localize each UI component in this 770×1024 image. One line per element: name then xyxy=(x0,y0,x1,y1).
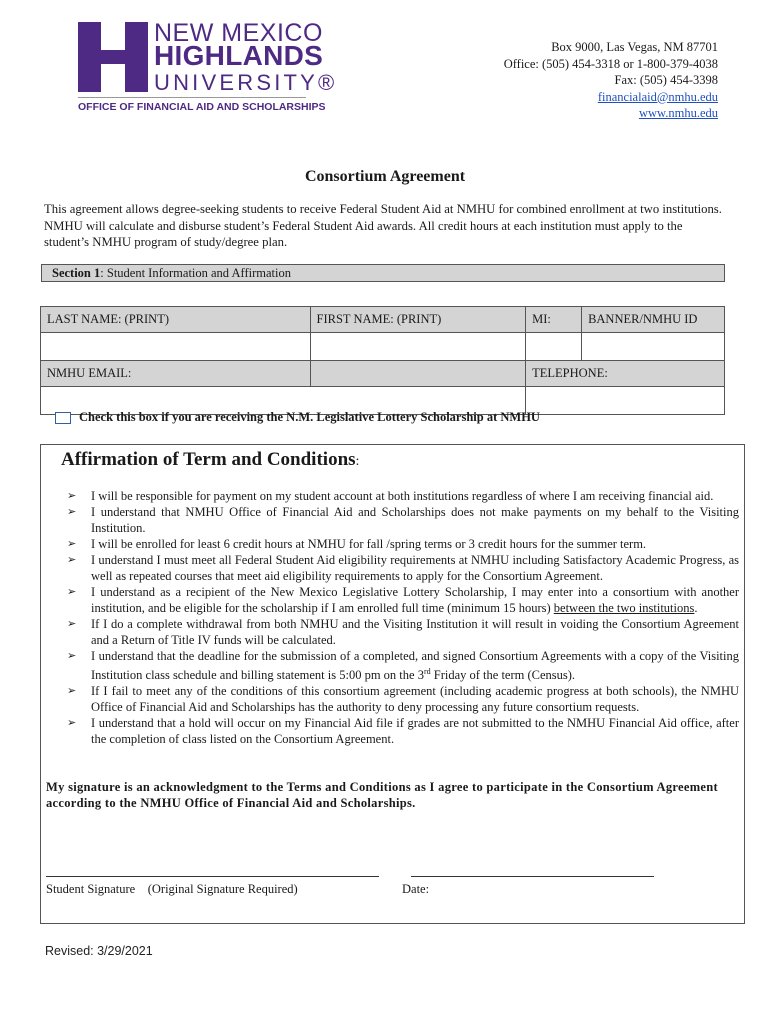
logo-university: UNIVERSITY® xyxy=(154,70,338,95)
arrow-bullet-icon: ➢ xyxy=(67,585,77,598)
table-row xyxy=(41,307,725,333)
affirmation-item-text: I understand as a recipient of the New Mexico Legislative Lottery Scholarship, I may enter into a consortium with another institution, and be eligible for the scholarship if I am enrolled full time (minimum 15 hours) xyxy=(91,585,739,615)
banner-id-field[interactable] xyxy=(582,333,725,361)
arrow-bullet-icon: ➢ xyxy=(67,553,77,566)
section-1-title: : Student Information and Affirmation xyxy=(100,266,291,280)
last-name-label: LAST NAME: (PRINT) xyxy=(41,307,311,333)
student-signature-label: Student Signature (Original Signature Required) xyxy=(46,882,298,896)
list-item xyxy=(67,648,739,683)
lottery-scholarship-checkbox[interactable] xyxy=(55,412,71,424)
contact-website-link[interactable]: www.nmhu.edu xyxy=(638,106,718,120)
contact-block xyxy=(504,39,718,122)
list-item xyxy=(67,715,739,747)
student-info-table xyxy=(40,306,725,415)
affirmation-title-text: Affirmation of Term and Conditions xyxy=(61,449,356,470)
logo-highlands: HIGHLANDS xyxy=(154,40,324,71)
table-row xyxy=(41,361,725,387)
affirmation-item-text: I understand that a hold will occur on my Financial Aid file if grades are not submitted to the NMHU Financial Aid office, after the completion of class listed on the Consortium Agreement. xyxy=(91,716,739,747)
contact-office-phone: Office: (505) 454-3318 or 1-800-379-4038 xyxy=(503,56,718,71)
logo-office-name: OFFICE OF FINANCIAL AID AND SCHOLARSHIPS xyxy=(78,101,326,113)
first-name-label: FIRST NAME: (PRINT) xyxy=(310,307,526,333)
date-line[interactable] xyxy=(411,876,654,877)
mi-field[interactable] xyxy=(526,333,582,361)
affirmation-item-end: Friday of the term (Census). xyxy=(430,668,576,683)
list-item xyxy=(67,584,739,616)
arrow-bullet-icon: ➢ xyxy=(67,489,77,502)
arrow-bullet-icon: ➢ xyxy=(67,684,77,698)
revised-date: Revised: 3/29/2021 xyxy=(45,944,153,958)
affirmation-title xyxy=(61,449,359,471)
signature-line[interactable] xyxy=(46,876,379,877)
contact-fax: Fax: (505) 454-3398 xyxy=(614,73,718,87)
affirmation-item-sup: rd xyxy=(423,667,431,676)
university-logo-h xyxy=(78,22,148,92)
list-item xyxy=(67,616,739,648)
arrow-bullet-icon: ➢ xyxy=(67,716,77,730)
arrow-bullet-icon: ➢ xyxy=(67,505,77,518)
mi-label: MI: xyxy=(526,307,582,333)
affirmation-list xyxy=(67,488,739,747)
arrow-bullet-icon: ➢ xyxy=(67,537,77,550)
lottery-scholarship-label: Check this box if you are receiving the N.M. Legislative Lottery Scholarship at NMHU xyxy=(79,410,540,424)
affirmation-item-text: If I do a complete withdrawal from both NMHU and the Visiting Institution it will result in voiding the Consortium Agreement and a Return of Title IV funds will be calculated. xyxy=(91,617,739,647)
date-label: Date: xyxy=(402,882,430,896)
affirmation-item-text: I understand that NMHU Office of Financial Aid and Scholarships does not make payments on my behalf to the Visiting Institution. xyxy=(91,505,739,535)
affirmation-item-text: I will be enrolled for least 6 credit hours at NMHU for fall /spring terms or 3 credit hours for the summer term. xyxy=(91,537,647,551)
affirmation-item-end: . xyxy=(694,601,698,615)
document-title: Consortium Agreement xyxy=(304,168,466,185)
list-item xyxy=(67,504,739,536)
logo-divider xyxy=(78,97,306,98)
contact-email-link[interactable]: financialaid@nmhu.edu xyxy=(597,89,718,104)
acknowledgment-statement: My signature is an acknowledgment to the Terms and Conditions as I agree to participate in the Consortium Agreement according to the NMHU Office of Financial Aid and Scholarships. xyxy=(46,780,718,810)
list-item xyxy=(67,536,739,552)
table-row xyxy=(41,333,725,361)
affirmation-title-colon: : xyxy=(355,454,360,469)
first-name-field[interactable] xyxy=(310,333,526,361)
section-1-label: Section 1 xyxy=(52,266,101,280)
arrow-bullet-icon: ➢ xyxy=(67,617,77,630)
telephone-label: TELEPHONE: xyxy=(526,361,725,387)
email-label: NMHU EMAIL: xyxy=(41,361,311,387)
affirmation-item-text: I will be responsible for payment on my student account at both institutions regardless of where I am receiving financial aid. xyxy=(91,489,714,503)
affirmation-item-text: I understand I must meet all Federal Student Aid eligibility requirements at NMHU including Satisfactory Academic Progress, as well as repeated courses that meet aid eligibility requirements to apply for the Consortium Agreement. xyxy=(91,553,739,583)
affirmation-item-text: I understand that the deadline for the submission of a completed, and signed Consortium Agreements with a copy of the Visiting Institution class schedule and billing statement is 5:00 pm on the 3 xyxy=(91,649,739,683)
affirmation-item-underlined: between the two institutions xyxy=(553,601,695,615)
contact-address: Box 9000, Las Vegas, NM 87701 xyxy=(551,40,718,54)
telephone-field[interactable] xyxy=(526,387,725,415)
arrow-bullet-icon: ➢ xyxy=(67,649,77,662)
affirmation-item-text: If I fail to meet any of the conditions of this consortium agreement (including academic progress at both schools), the NMHU Office of Financial Aid and Scholarships has the authority to deny processing any future consortium requests. xyxy=(91,684,739,715)
section-1-header xyxy=(41,264,725,282)
banner-id-label: BANNER/NMHU ID xyxy=(582,307,725,333)
last-name-field[interactable] xyxy=(41,333,311,361)
list-item xyxy=(67,683,739,715)
logo-new-mexico: NEW MEXICO xyxy=(154,19,323,47)
list-item xyxy=(67,552,739,584)
list-item xyxy=(67,488,739,504)
email-label-filler xyxy=(310,361,526,387)
intro-paragraph: This agreement allows degree-seeking students to receive Federal Student Aid at NMHU for combined enrollment at two institutions. NMHU will calculate and disburse student’s Federal Student Aid awards. All credit hours at each institution must apply to the student’s NMHU program of study/degree plan. xyxy=(44,202,722,249)
